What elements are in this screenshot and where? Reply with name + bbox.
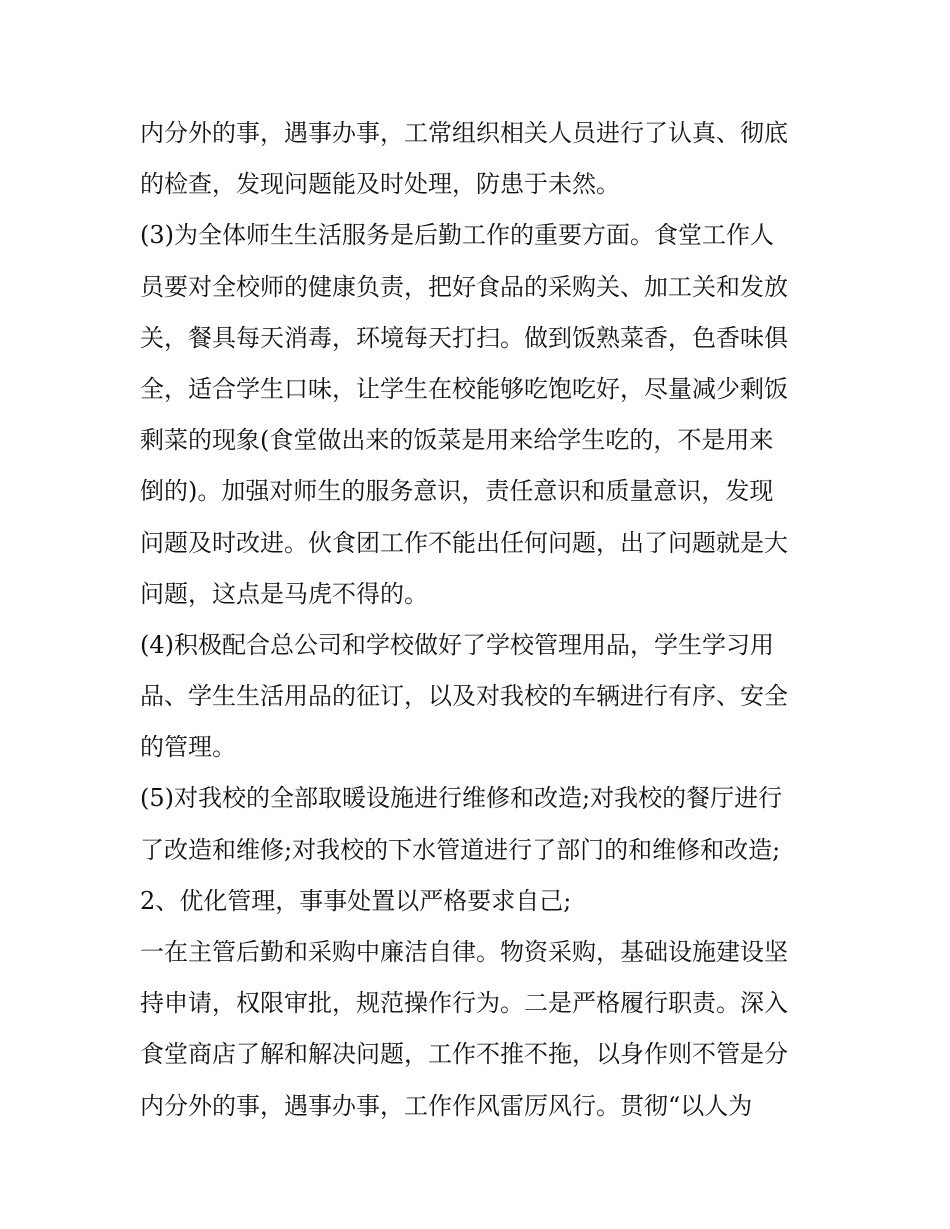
document-body — [140, 108, 830, 1132]
text-line: 内分外的事，遇事办事，工常组织相关人员进行了认真、彻底 — [140, 119, 788, 147]
text-line: 持申请，权限审批，规范操作行为。二是严格履行职责。深入 — [140, 989, 788, 1018]
text-line: 问题，这点是马虎不得的。 — [140, 579, 428, 608]
text-line: 内分外的事，遇事办事，工作作风雷厉风行。贯彻“以人为 — [140, 1091, 753, 1120]
text-line: 倒的)。加强对师生的服务意识，责任意识和质量意识，发现 — [140, 477, 774, 506]
text-line: (5)对我校的全部取暖设施进行维修和改造;对我校的餐厅进行 — [140, 784, 783, 813]
text-line: 2、优化管理，事事处置以严格要求自己; — [140, 886, 572, 915]
text-line: 全，适合学生口味，让学生在校能够吃饱吃好，尽量减少剩饭 — [140, 374, 788, 403]
text-line: 食堂商店了解和解决问题，工作不推不拖，以身作则不管是分 — [140, 1040, 788, 1069]
text-line: 了改造和维修;对我校的下水管道进行了部门的和维修和改造; — [140, 835, 781, 864]
text-line: 问题及时改进。伙食团工作不能出任何问题，出了问题就是大 — [140, 528, 788, 557]
text-line: 品、学生生活用品的征订，以及对我校的车辆进行有序、安全 — [140, 682, 788, 711]
text-line: (4)积极配合总公司和学校做好了学校管理用品，学生学习用 — [140, 630, 774, 659]
text-line: 的管理。 — [140, 733, 236, 762]
text-line: (3)为全体师生生活服务是后勤工作的重要方面。食堂工作人 — [140, 221, 774, 250]
text-line: 剩菜的现象(食堂做出来的饭菜是用来给学生吃的，不是用来 — [140, 426, 774, 455]
text-line: 关，餐具每天消毒，环境每天打扫。做到饭熟菜香，色香味俱 — [140, 323, 788, 352]
text-line: 一在主管后勤和采购中廉洁自律。物资采购，基础设施建设坚 — [140, 938, 788, 966]
text-line: 员要对全校师的健康负责，把好食品的采购关、加工关和发放 — [140, 272, 788, 301]
text-line: 的检查，发现问题能及时处理，防患于未然。 — [140, 170, 620, 199]
